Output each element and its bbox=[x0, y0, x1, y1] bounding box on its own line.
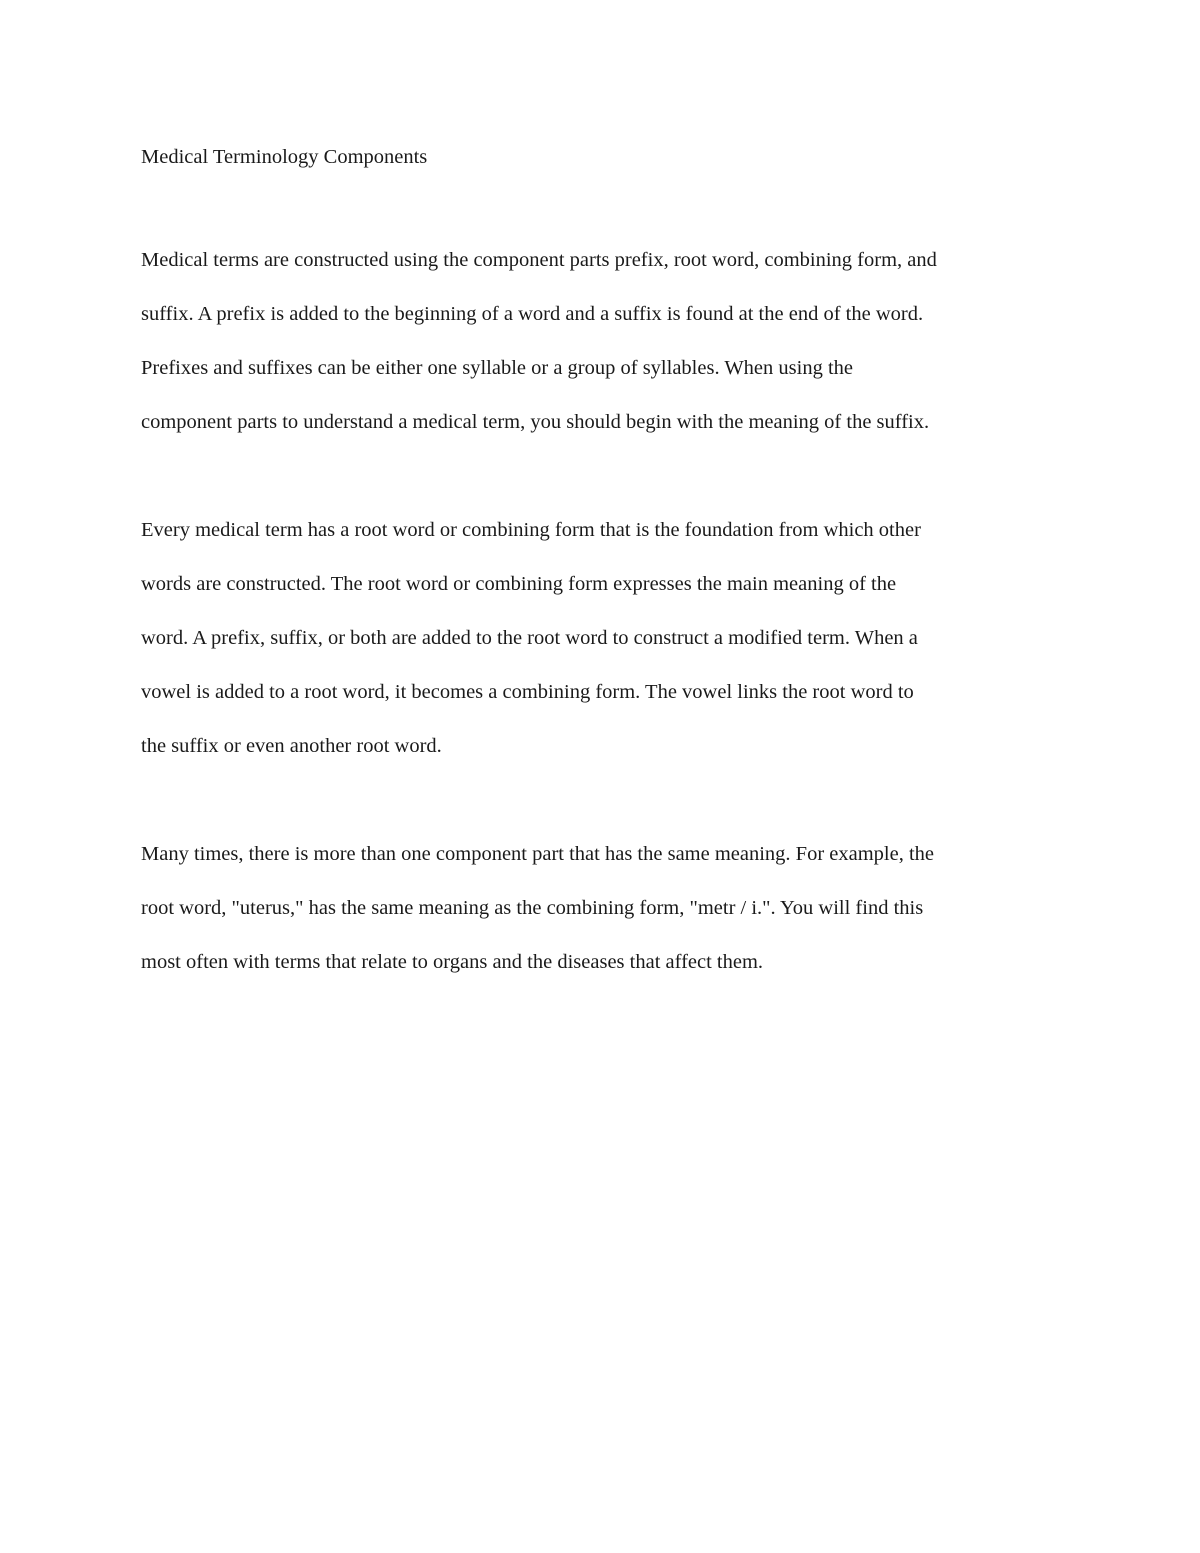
document-title: Medical Terminology Components bbox=[141, 146, 428, 168]
paragraph-line: the suffix or even another root word. bbox=[141, 735, 442, 757]
paragraph-line: suffix. A prefix is added to the beginning of a word and a suffix is found at the end of the word. bbox=[141, 303, 924, 325]
paragraph-line: words are constructed. The root word or combining form expresses the main meaning of the bbox=[141, 573, 897, 595]
paragraph-line: component parts to understand a medical term, you should begin with the meaning of the suffix. bbox=[141, 411, 930, 433]
document-body bbox=[141, 135, 1061, 1043]
paragraph-line: most often with terms that relate to organs and the diseases that affect them. bbox=[141, 951, 764, 973]
paragraph-line: vowel is added to a root word, it becomes a combining form. The vowel links the root word to bbox=[141, 681, 914, 703]
paragraph-line: root word, "uterus," has the same meaning as the combining form, "metr / i.". You will find this bbox=[141, 897, 924, 919]
paragraph-line: Every medical term has a root word or combining form that is the foundation from which other bbox=[141, 519, 921, 541]
paragraph-3 bbox=[141, 827, 1061, 989]
paragraph-2 bbox=[141, 503, 1061, 773]
paragraph-line: Medical terms are constructed using the component parts prefix, root word, combining form, and bbox=[141, 249, 937, 271]
paragraph-line: word. A prefix, suffix, or both are added to the root word to construct a modified term. When a bbox=[141, 627, 918, 649]
paragraph-line: Prefixes and suffixes can be either one syllable or a group of syllables. When using the bbox=[141, 357, 853, 379]
paragraph-line: Many times, there is more than one component part that has the same meaning. For example, the bbox=[141, 843, 935, 865]
paragraph-1 bbox=[141, 233, 1061, 449]
